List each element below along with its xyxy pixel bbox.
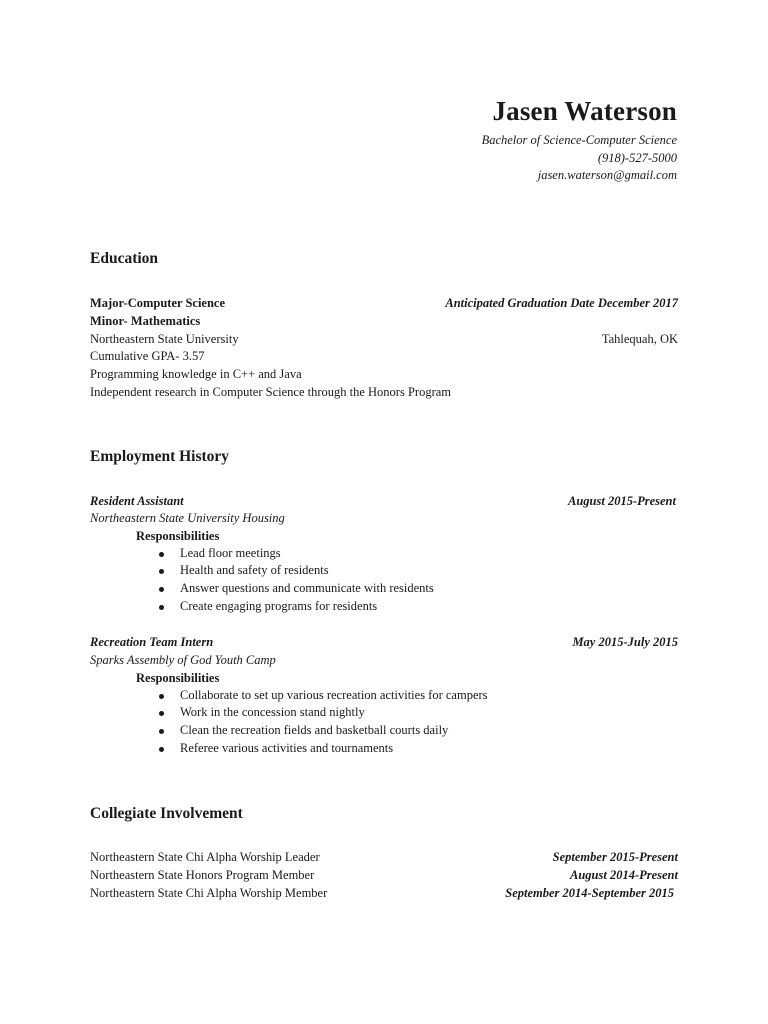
list-item: Clean the recreation fields and basketball courts daily xyxy=(158,722,488,740)
university: Northeastern State University xyxy=(90,331,239,346)
list-item: Create engaging programs for residents xyxy=(158,598,434,616)
job-organization: Northeastern State University Housing xyxy=(90,511,285,525)
programming-knowledge: Programming knowledge in C++ and Java xyxy=(90,367,302,381)
employment-heading: Employment History xyxy=(90,448,230,465)
gpa: Cumulative GPA- 3.57 xyxy=(90,349,205,363)
responsibilities-label: Responsibilities xyxy=(136,670,220,685)
bullet-icon xyxy=(159,711,164,716)
involvement-dates: August 2014-Present xyxy=(569,868,678,882)
job-title-row xyxy=(90,633,678,651)
education-university-row xyxy=(90,330,678,348)
list-item: Referee various activities and tournaments xyxy=(158,740,488,758)
bullet-icon xyxy=(159,569,164,574)
independent-research: Independent research in Computer Science through the Honors Program xyxy=(90,384,452,399)
degree-line: Bachelor of Science-Computer Science xyxy=(481,133,677,147)
education-minor-row xyxy=(90,312,678,330)
involvement-name: Northeastern State Honors Program Member xyxy=(90,868,315,882)
involvement-name: Northeastern State Chi Alpha Worship Member xyxy=(90,886,328,900)
email-address: jasen.waterson@gmail.com xyxy=(537,168,677,182)
university-location: Tahlequah, OK xyxy=(601,331,678,346)
involvement-row xyxy=(90,884,674,902)
list-item: Collaborate to set up various recreation activities for campers xyxy=(158,687,488,705)
job-dates: August 2015-Present xyxy=(567,493,676,508)
job-organization: Sparks Assembly of God Youth Camp xyxy=(90,653,276,667)
bullet-icon xyxy=(159,605,164,610)
bullet-icon xyxy=(159,587,164,592)
list-item: Work in the concession stand nightly xyxy=(158,704,488,722)
job-title-row xyxy=(90,492,676,510)
involvement-row xyxy=(90,866,678,884)
job-organization-row xyxy=(90,651,678,669)
involvement-heading: Collegiate Involvement xyxy=(90,805,243,822)
list-item: Health and safety of residents xyxy=(158,562,434,580)
involvement-name: Northeastern State Chi Alpha Worship Leader xyxy=(90,850,320,864)
education-research-row xyxy=(90,383,678,401)
bullet-icon xyxy=(159,552,164,557)
education-heading: Education xyxy=(90,250,159,267)
phone-number: (918)-527-5000 xyxy=(597,150,677,165)
job-dates: May 2015-July 2015 xyxy=(572,635,678,649)
responsibilities-list xyxy=(158,545,434,616)
major: Major-Computer Science xyxy=(90,296,226,310)
job-role: Resident Assistant xyxy=(90,493,184,508)
education-major-row xyxy=(90,294,678,312)
bullet-icon xyxy=(159,694,164,699)
involvement-dates: September 2015-Present xyxy=(552,850,678,864)
graduation-date: Anticipated Graduation Date December 2017 xyxy=(445,296,678,310)
responsibilities-list xyxy=(158,687,488,758)
education-gpa-row xyxy=(90,347,678,365)
responsibilities-label: Responsibilities xyxy=(136,528,220,543)
job-role: Recreation Team Intern xyxy=(90,635,214,649)
list-item: Lead floor meetings xyxy=(158,545,434,563)
involvement-row xyxy=(90,848,678,866)
minor: Minor- Mathematics xyxy=(90,313,201,328)
involvement-dates: September 2014-September 2015 xyxy=(505,886,674,900)
education-programming-row xyxy=(90,365,678,383)
candidate-name: Jasen Waterson xyxy=(492,96,677,126)
bullet-icon xyxy=(159,747,164,752)
resume-header xyxy=(482,96,677,185)
bullet-icon xyxy=(159,729,164,734)
job-organization-row xyxy=(90,509,678,527)
list-item: Answer questions and communicate with residents xyxy=(158,580,434,598)
